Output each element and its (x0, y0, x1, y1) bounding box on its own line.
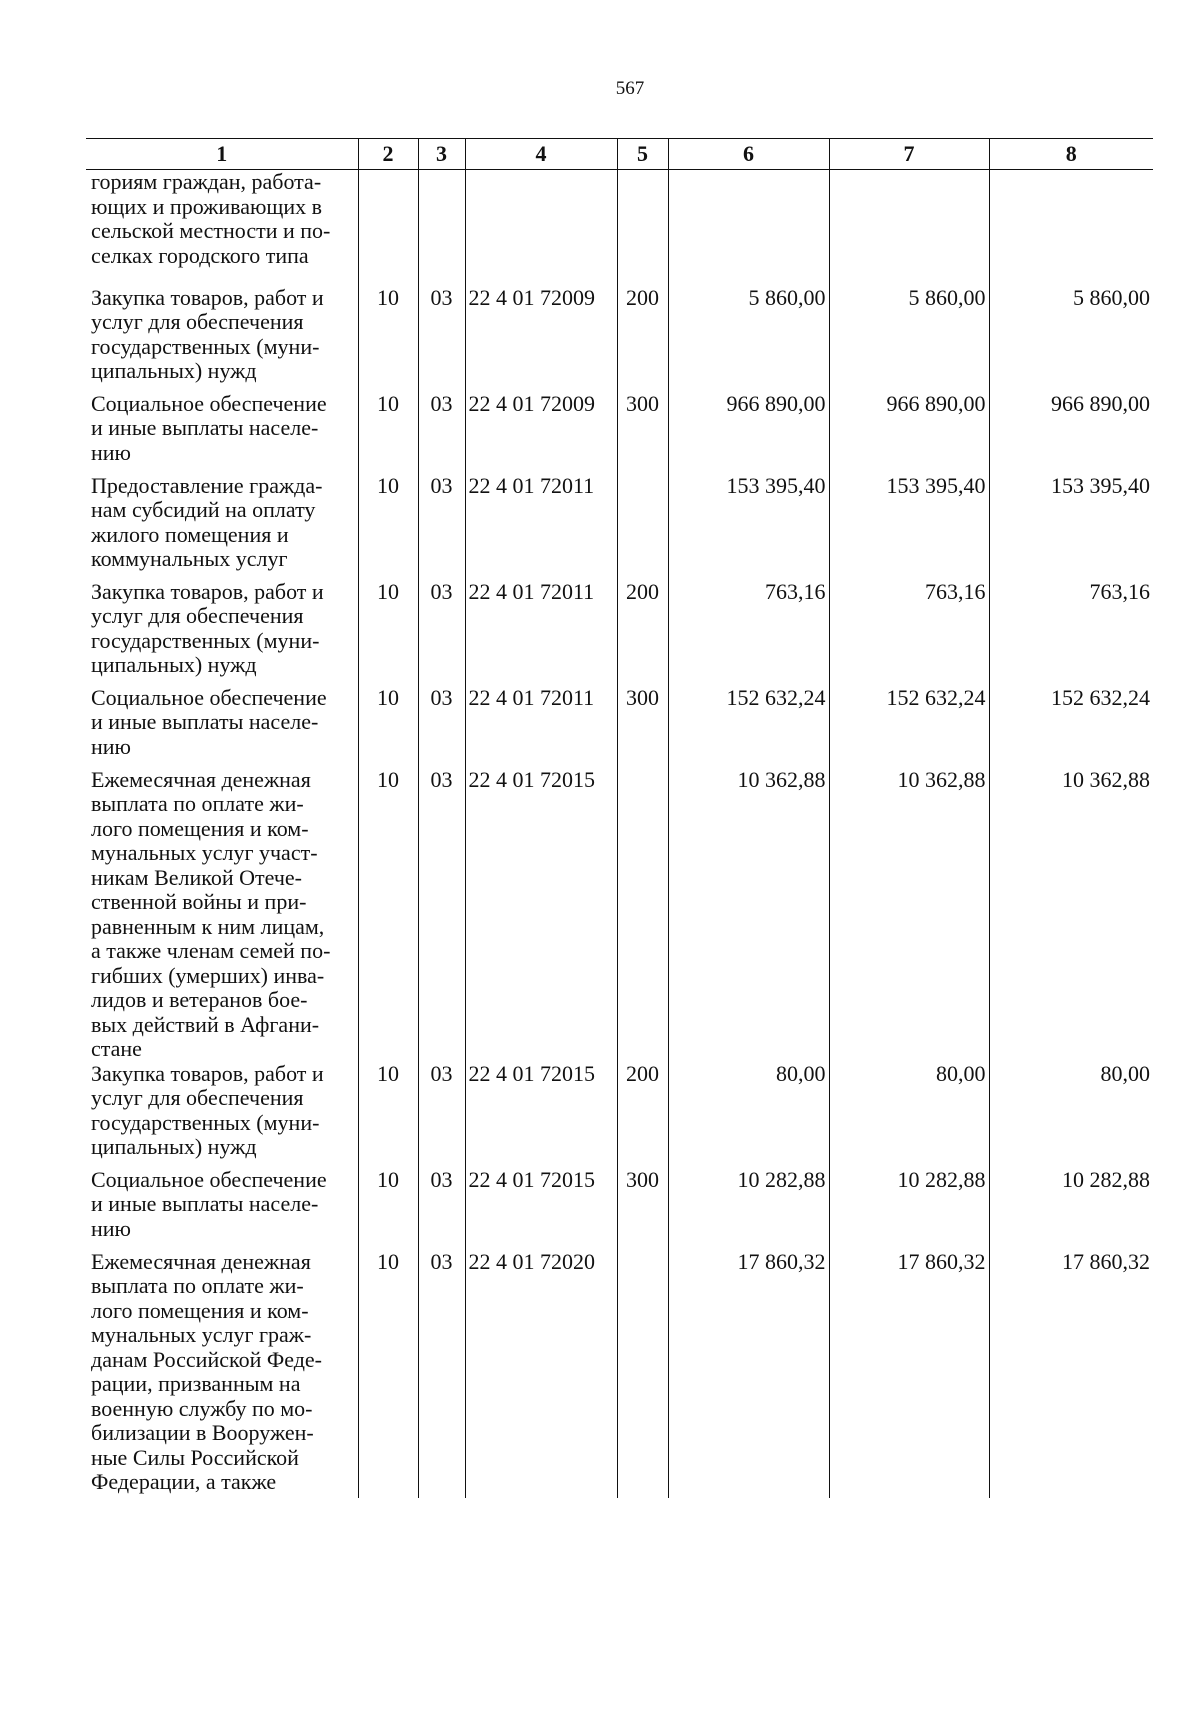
section-code (358, 170, 418, 286)
name-line: военную службу по мо- (91, 1395, 313, 1421)
budget-table (86, 138, 1153, 1498)
amount-col-6: 763,16 (668, 580, 829, 686)
header-col-6: 6 (668, 139, 829, 170)
expense-type-code: 300 (617, 392, 668, 474)
amount-col-8: 80,00 (989, 1062, 1153, 1168)
amount-col-8: 10 362,88 (989, 768, 1153, 1062)
row-name (86, 1250, 358, 1498)
subsection-code: 03 (418, 1250, 465, 1498)
amount-col-6: 17 860,32 (668, 1250, 829, 1498)
name-line: государственных (муни- (91, 627, 320, 653)
subsection-code: 03 (418, 1168, 465, 1250)
expense-type-code: 200 (617, 1062, 668, 1168)
header-col-3: 3 (418, 139, 465, 170)
name-line: а также членам семей по- (91, 938, 331, 963)
amount-col-8: 5 860,00 (989, 286, 1153, 392)
row-name (86, 170, 358, 286)
section-code: 10 (358, 286, 418, 392)
name-line: ющих и проживающих в (91, 193, 323, 219)
table-row (86, 392, 1153, 474)
name-line: нию (91, 439, 131, 465)
amount-col-7: 153 395,40 (829, 474, 989, 580)
table-row (86, 474, 1153, 580)
subsection-code: 03 (418, 392, 465, 474)
row-name (86, 286, 358, 392)
name-line: селках городского типа (91, 242, 309, 268)
target-article-code: 22 4 01 72009 (465, 392, 617, 474)
name-line: и иные выплаты населе- (91, 415, 319, 440)
target-article-code (465, 170, 617, 286)
expense-type-code (617, 474, 668, 580)
name-line: Ежемесячная денежная (91, 1248, 311, 1274)
name-line: Предоставление гражда- (91, 472, 323, 498)
name-line: никам Великой Отече- (91, 864, 302, 890)
amount-col-8: 966 890,00 (989, 392, 1153, 474)
subsection-code: 03 (418, 474, 465, 580)
page-number: 567 (615, 78, 645, 99)
section-code: 10 (358, 1168, 418, 1250)
name-line: выплата по оплате жи- (91, 1273, 304, 1298)
header-col-7: 7 (829, 139, 989, 170)
subsection-code: 03 (418, 286, 465, 392)
header-row (86, 139, 1153, 170)
amount-col-6: 10 282,88 (668, 1168, 829, 1250)
target-article-code: 22 4 01 72011 (465, 474, 617, 580)
name-line: стане (91, 1036, 142, 1061)
target-article-code: 22 4 01 72020 (465, 1250, 617, 1498)
target-article-code: 22 4 01 72015 (465, 1168, 617, 1250)
expense-type-code (617, 1250, 668, 1498)
section-code: 10 (358, 686, 418, 768)
name-line: услуг для обеспечения (91, 309, 304, 334)
subsection-code: 03 (418, 580, 465, 686)
name-line: коммунальных услуг (91, 546, 288, 571)
table-row (86, 768, 1153, 1062)
name-line: нию (91, 1215, 131, 1241)
amount-col-8: 153 395,40 (989, 474, 1153, 580)
subsection-code: 03 (418, 686, 465, 768)
name-line: лидов и ветеранов бое- (91, 987, 308, 1012)
section-code: 10 (358, 1062, 418, 1168)
row-name (86, 686, 358, 768)
table-row (86, 170, 1153, 286)
name-line: равненным к ним лицам, (91, 913, 325, 939)
target-article-code: 22 4 01 72011 (465, 580, 617, 686)
amount-col-6: 10 362,88 (668, 768, 829, 1062)
target-article-code: 22 4 01 72015 (465, 1062, 617, 1168)
section-code: 10 (358, 392, 418, 474)
section-code: 10 (358, 1250, 418, 1498)
row-name (86, 1168, 358, 1250)
name-line: выплата по оплате жи- (91, 791, 304, 816)
amount-col-6: 153 395,40 (668, 474, 829, 580)
name-line: гибших (умерших) инва- (91, 962, 325, 988)
name-line: билизации в Вооружен- (91, 1420, 314, 1445)
name-line: вых действий в Афгани- (91, 1011, 320, 1037)
amount-col-7: 5 860,00 (829, 286, 989, 392)
name-line: Социальное обеспечение (91, 684, 327, 710)
expense-type-code: 200 (617, 286, 668, 392)
amount-col-7: 80,00 (829, 1062, 989, 1168)
expense-type-code (617, 170, 668, 286)
header-col-2: 2 (358, 139, 418, 170)
name-line: Закупка товаров, работ и (91, 284, 324, 310)
name-line: Социальное обеспечение (91, 1166, 327, 1192)
expense-type-code (617, 768, 668, 1062)
name-line: данам Российской Феде- (91, 1346, 322, 1372)
section-code: 10 (358, 580, 418, 686)
name-line: и иные выплаты населе- (91, 709, 319, 734)
name-line: нию (91, 733, 131, 759)
name-line: Ежемесячная денежная (91, 766, 311, 792)
table-row (86, 686, 1153, 768)
row-name (86, 1062, 358, 1168)
target-article-code: 22 4 01 72011 (465, 686, 617, 768)
amount-col-7: 10 282,88 (829, 1168, 989, 1250)
name-line: мунальных услуг граж- (91, 1322, 312, 1347)
amount-col-8: 763,16 (989, 580, 1153, 686)
subsection-code: 03 (418, 1062, 465, 1168)
header-col-5: 5 (617, 139, 668, 170)
name-line: ципальных) нужд (91, 1134, 257, 1159)
table-row (86, 286, 1153, 392)
amount-col-6 (668, 170, 829, 286)
name-line: Закупка товаров, работ и (91, 1060, 324, 1086)
table-row (86, 1250, 1153, 1498)
amount-col-7: 763,16 (829, 580, 989, 686)
name-line: государственных (муни- (91, 333, 320, 359)
amount-col-8: 152 632,24 (989, 686, 1153, 768)
name-line: услуг для обеспечения (91, 603, 304, 628)
name-line: ные Силы Российской (91, 1444, 299, 1470)
name-line: Социальное обеспечение (91, 390, 327, 416)
name-line: и иные выплаты населе- (91, 1191, 319, 1216)
amount-col-7: 10 362,88 (829, 768, 989, 1062)
row-name (86, 392, 358, 474)
name-line: лого помещения и ком- (91, 1297, 309, 1323)
amount-col-6: 966 890,00 (668, 392, 829, 474)
subsection-code: 03 (418, 768, 465, 1062)
target-article-code: 22 4 01 72009 (465, 286, 617, 392)
row-name (86, 768, 358, 1062)
header-col-1: 1 (86, 139, 358, 170)
amount-col-8: 10 282,88 (989, 1168, 1153, 1250)
name-line: гориям граждан, работа- (91, 169, 322, 194)
amount-col-6: 152 632,24 (668, 686, 829, 768)
name-line: ципальных) нужд (91, 652, 257, 677)
name-line: услуг для обеспечения (91, 1085, 304, 1110)
target-article-code: 22 4 01 72015 (465, 768, 617, 1062)
name-line: Закупка товаров, работ и (91, 578, 324, 604)
amount-col-6: 5 860,00 (668, 286, 829, 392)
subsection-code (418, 170, 465, 286)
name-line: ципальных) нужд (91, 358, 257, 383)
name-line: государственных (муни- (91, 1109, 320, 1135)
name-line: нам субсидий на оплату (91, 497, 316, 522)
expense-type-code: 200 (617, 580, 668, 686)
name-line: рации, призванным на (91, 1371, 301, 1396)
name-line: лого помещения и ком- (91, 815, 309, 841)
amount-col-8: 17 860,32 (989, 1250, 1153, 1498)
amount-col-7: 966 890,00 (829, 392, 989, 474)
name-line: жилого помещения и (91, 521, 289, 547)
section-code: 10 (358, 768, 418, 1062)
table-row (86, 1168, 1153, 1250)
name-line: Федерации, а также (91, 1469, 277, 1494)
amount-col-8 (989, 170, 1153, 286)
table-row (86, 580, 1153, 686)
table-row (86, 1062, 1153, 1168)
name-line: сельской местности и по- (91, 218, 331, 243)
row-name (86, 474, 358, 580)
amount-col-7: 17 860,32 (829, 1250, 989, 1498)
header-col-8: 8 (989, 139, 1153, 170)
table-body (86, 170, 1153, 1498)
expense-type-code: 300 (617, 1168, 668, 1250)
name-line: ственной войны и при- (91, 889, 307, 914)
amount-col-7: 152 632,24 (829, 686, 989, 768)
row-name (86, 580, 358, 686)
header-col-4: 4 (465, 139, 617, 170)
amount-col-7 (829, 170, 989, 286)
section-code: 10 (358, 474, 418, 580)
amount-col-6: 80,00 (668, 1062, 829, 1168)
expense-type-code: 300 (617, 686, 668, 768)
name-line: мунальных услуг участ- (91, 840, 318, 865)
